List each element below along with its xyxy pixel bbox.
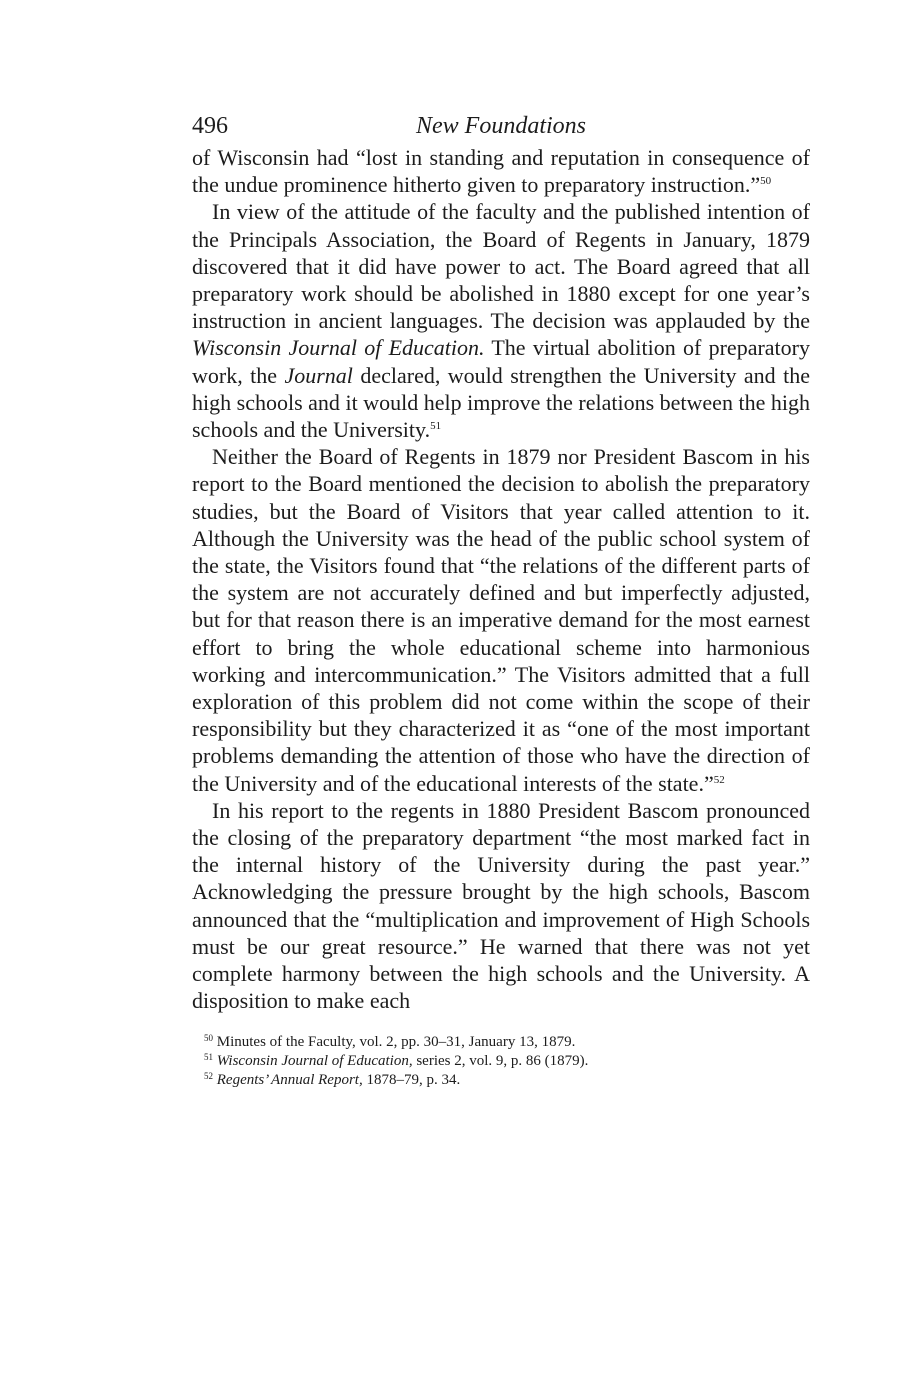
text-run: Minutes of the Faculty, vol. 2, pp. 30–31, January 13, 1879.: [213, 1033, 576, 1050]
text-run: of Wisconsin had “lost in standing and reputation in consequence of the undue prominence hitherto given to preparatory instruction.”: [192, 145, 810, 198]
text-run: In his report to the regents in 1880 President Bascom pronounced the closing of the preparatory department “the most marked fact in the internal history of the University during the past year.” Acknowledging the pressure brought by the high schools, Bascom announced that the “multiplication and improvement of High Schools must be our great resource.” He warned that there was not yet complete harmony between the high schools and the University. A disposition to make each: [192, 797, 810, 1014]
text-run: declared, would strengthen the University and the high schools and it would help improve the relations between the high schools and the University.: [192, 362, 810, 443]
footnote-marker: 52: [713, 773, 725, 786]
paragraph: [192, 144, 810, 198]
footnote: [204, 1033, 810, 1052]
footnote-marker: 50: [760, 175, 772, 188]
footnote: [204, 1052, 810, 1071]
text-run: The virtual abolition of preparatory work, the: [192, 335, 810, 388]
footnote-marker: 51: [430, 420, 442, 433]
book-page: [192, 108, 810, 1090]
paragraph: [192, 198, 810, 443]
page-number: 496: [192, 113, 228, 139]
text-run: Neither the Board of Regents in 1879 nor President Bascom in his report to the Board mentioned the decision to abolish the preparatory studies, but the Board of Visitors that year called attention to it. Although the University was the head of the public school system of the state, the Visitors found that “the relations of the different parts of the system are not accurately defined and but imperfectly adjusted, but for that reason there is an imperative demand for the most earnest effort to bring the whole educational scheme into harmonious working and intercommunication.” The Visitors admitted that a full exploration of this problem did not come within the scope of their responsibility but they characterized it as “one of the most important problems demanding the attention of those who have the direction of the University and of the educational interests of the state.”: [192, 444, 810, 796]
footnote-marker: 52: [204, 1070, 213, 1081]
text-run: In view of the attitude of the faculty and the published intention of the Principals Association, the Board of Regents in January, 1879 discovered that it did have power to act. The Board agreed that all preparatory work should be abolished in 1880 except for one year’s instruction in ancient languages. The decision was applauded by the: [192, 199, 810, 334]
body-text: [192, 144, 810, 1015]
footnote-marker: 51: [204, 1051, 213, 1062]
italic-text: Wisconsin Journal of Education.: [192, 335, 485, 361]
paragraph: [192, 797, 810, 1015]
italic-text: Wisconsin Journal of Education,: [216, 1052, 413, 1069]
paragraph: [192, 443, 810, 797]
footnote-marker: 50: [204, 1032, 213, 1043]
italic-text: Journal: [284, 362, 353, 388]
running-head: [192, 108, 810, 144]
running-title: New Foundations: [415, 113, 586, 139]
text-run: series 2, vol. 9, p. 86 (1879).: [412, 1052, 589, 1069]
footnote: [204, 1071, 810, 1090]
text-run: 1878–79, p. 34.: [362, 1071, 461, 1088]
footnotes: [192, 1033, 810, 1090]
italic-text: Regents’ Annual Report,: [216, 1071, 363, 1088]
